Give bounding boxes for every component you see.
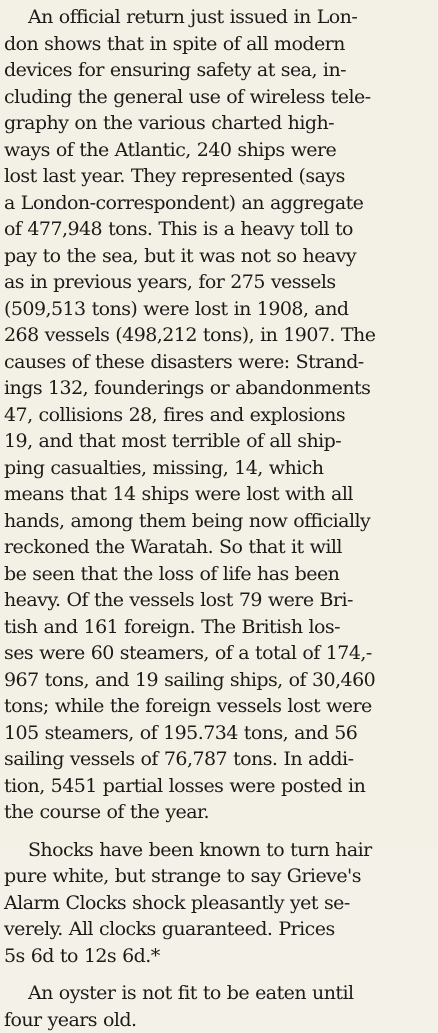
text-line: 967 tons, and 19 sailing ships, of 30,460 xyxy=(4,667,434,694)
text-line: of 477,948 tons. This is a heavy toll to xyxy=(4,216,434,243)
text-line: 268 vessels (498,212 tons), in 1907. The xyxy=(4,322,434,349)
text-line: reckoned the Waratah. So that it will xyxy=(4,534,434,561)
text-line: tion, 5451 partial losses were posted in xyxy=(4,773,434,800)
text-line: sailing vessels of 76,787 tons. In addi- xyxy=(4,746,434,773)
text-line: 105 steamers, of 195.734 tons, and 56 xyxy=(4,720,434,747)
text-line: four years old. xyxy=(4,1007,434,1033)
text-line: as in previous years, for 275 vessels xyxy=(4,269,434,296)
text-line: causes of these disasters were: Strand- xyxy=(4,349,434,376)
paragraph-alarm-clocks-ad xyxy=(4,837,434,970)
text-line: graphy on the various charted high- xyxy=(4,110,434,137)
paragraph-gap xyxy=(4,969,434,980)
text-line: cluding the general use of wireless tele- xyxy=(4,84,434,111)
text-line: ways of the Atlantic, 240 ships were xyxy=(4,137,434,164)
text-line: heavy. Of the vessels lost 79 were Bri- xyxy=(4,587,434,614)
text-line: don shows that in spite of all modern xyxy=(4,31,434,58)
text-line: pay to the sea, but it was not so heavy xyxy=(4,243,434,270)
text-line: be seen that the loss of life has been xyxy=(4,561,434,588)
text-line: a London-correspondent) an aggregate xyxy=(4,190,434,217)
text-line: An oyster is not fit to be eaten until xyxy=(4,980,434,1007)
text-line: 5s 6d to 12s 6d.* xyxy=(4,943,434,970)
text-line: lost last year. They represented (says xyxy=(4,163,434,190)
text-line: ings 132, founderings or abandonments xyxy=(4,375,434,402)
paragraph-gap xyxy=(4,826,434,837)
text-line: (509,513 tons) were lost in 1908, and xyxy=(4,296,434,323)
text-line: Alarm Clocks shock pleasantly yet se- xyxy=(4,890,434,917)
text-line: 19, and that most terrible of all ship- xyxy=(4,428,434,455)
text-line: ses were 60 steamers, of a total of 174,- xyxy=(4,640,434,667)
text-line: the course of the year. xyxy=(4,799,434,826)
paragraph-shipping-losses xyxy=(4,4,434,826)
text-line: Shocks have been known to turn hair xyxy=(4,837,434,864)
text-line: devices for ensuring safety at sea, in- xyxy=(4,57,434,84)
text-line: means that 14 ships were lost with all xyxy=(4,481,434,508)
paragraph-oyster-fact xyxy=(4,980,434,1033)
text-line: verely. All clocks guaranteed. Prices xyxy=(4,916,434,943)
text-line: hands, among them being now officially xyxy=(4,508,434,535)
text-line: ping casualties, missing, 14, which xyxy=(4,455,434,482)
text-line: pure white, but strange to say Grieve's xyxy=(4,863,434,890)
text-line: 47, collisions 28, fires and explosions xyxy=(4,402,434,429)
text-line: An official return just issued in Lon- xyxy=(4,4,434,31)
text-line: tons; while the foreign vessels lost were xyxy=(4,693,434,720)
text-line: tish and 161 foreign. The British los- xyxy=(4,614,434,641)
